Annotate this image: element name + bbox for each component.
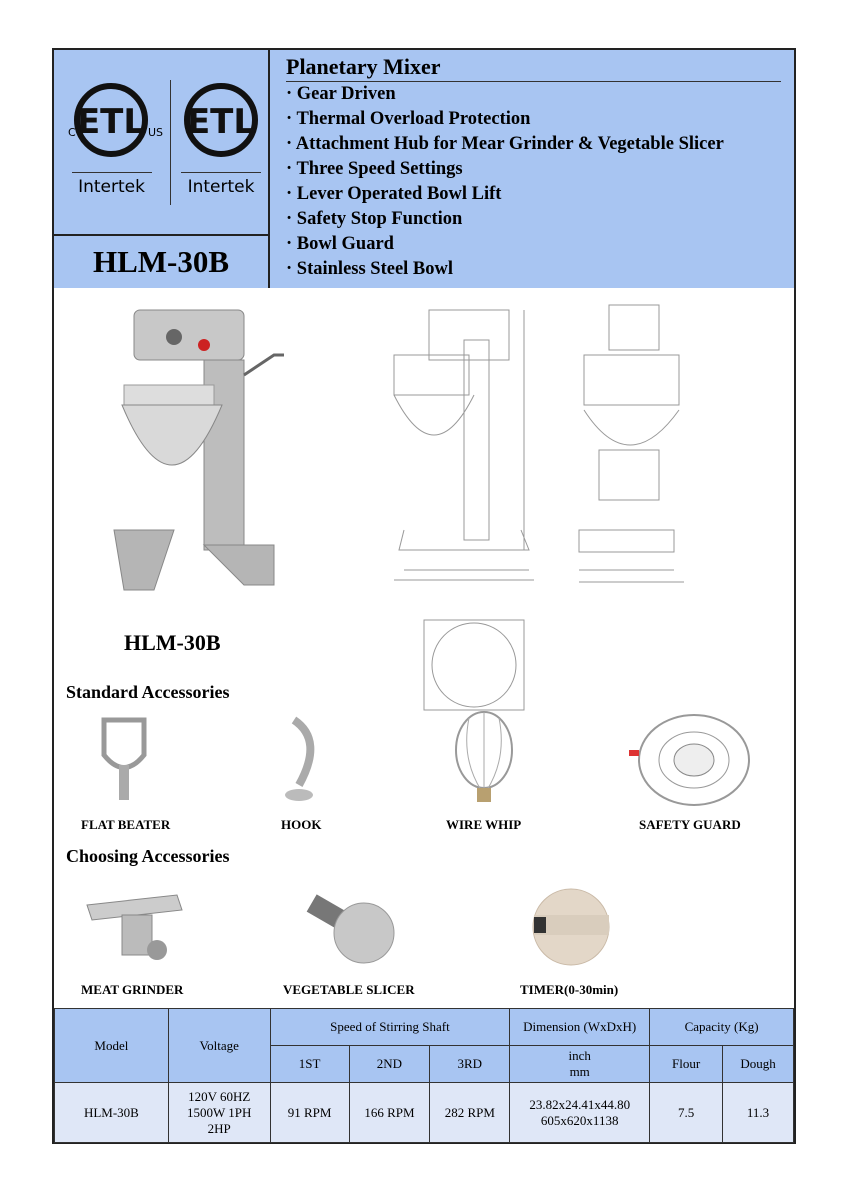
cell-voltage <box>168 1083 270 1143</box>
intertek-label: Intertek <box>181 172 261 197</box>
unit-mm: mm <box>569 1064 590 1079</box>
safety-guard-image <box>624 710 754 810</box>
accessory-label: VEGETABLE SLICER <box>283 982 415 997</box>
vegetable-slicer-image <box>289 878 399 973</box>
accessory-label: TIMER(0-30min) <box>520 982 619 997</box>
etl-sanitation-logo <box>176 78 266 197</box>
header-speed: Speed of Stirring Shaft <box>270 1009 510 1046</box>
header-dim-units <box>510 1046 650 1083</box>
cell-model: HLM-30B <box>55 1083 169 1143</box>
cell-dimension <box>510 1083 650 1143</box>
product-title: Planetary Mixer <box>286 54 781 82</box>
accessory-label: FLAT BEATER <box>81 817 171 832</box>
accessory-label: MEAT GRINDER <box>81 982 184 997</box>
svg-text:US: US <box>148 126 164 139</box>
mixer-photo <box>94 305 294 620</box>
product-caption: HLM-30B <box>124 630 221 655</box>
header-voltage: Voltage <box>168 1009 270 1083</box>
header-speed-1: 1ST <box>270 1046 349 1083</box>
feature-item: · Attachment Hub for Mear Grinder & Vegetable Slicer <box>286 134 724 154</box>
cell-dough: 11.3 <box>723 1083 794 1143</box>
header-capacity: Capacity (Kg) <box>650 1009 794 1046</box>
cell-speed-2: 166 RPM <box>349 1083 430 1143</box>
accessory-label: HOOK <box>281 817 322 832</box>
feature-item: · Lever Operated Bowl Lift <box>286 184 502 204</box>
cell-speed-1: 91 RPM <box>270 1083 349 1143</box>
cell-speed-3: 282 RPM <box>430 1083 510 1143</box>
svg-text:C: C <box>68 126 76 139</box>
header-model: Model <box>55 1009 169 1083</box>
spec-sheet <box>52 48 796 1144</box>
unit-inch: inch <box>568 1048 591 1063</box>
feature-list <box>286 54 781 282</box>
header-speed-3: 3RD <box>430 1046 510 1083</box>
header-speed-2: 2ND <box>349 1046 430 1083</box>
feature-item: · Three Speed Settings <box>286 159 463 179</box>
dimension-inch: 23.82x24.41x44.80 <box>529 1096 631 1112</box>
feature-item: · Stainless Steel Bowl <box>286 259 454 279</box>
standard-accessories-title: Standard Accessories <box>66 682 230 702</box>
accessory-label: WIRE WHIP <box>446 817 522 832</box>
model-name: HLM-30B <box>54 236 270 288</box>
header-dough: Dough <box>723 1046 794 1083</box>
header-dimension: Dimension (WxDxH) <box>510 1009 650 1046</box>
etl-listed-logo <box>64 78 164 197</box>
certification-logos <box>54 50 270 236</box>
svg-text:ETL: ETL <box>186 102 256 142</box>
choosing-accessories-title: Choosing Accessories <box>66 846 230 866</box>
spec-table <box>54 1008 794 1143</box>
header-band <box>54 50 794 288</box>
dimension-drawings <box>384 300 704 690</box>
feature-item: · Gear Driven <box>286 84 396 104</box>
meat-grinder-image <box>82 885 192 975</box>
header-flour: Flour <box>650 1046 723 1083</box>
hp-line: 2HP <box>207 1120 231 1136</box>
feature-item: · Safety Stop Function <box>286 209 463 229</box>
intertek-label: Intertek <box>72 172 152 197</box>
cell-flour: 7.5 <box>650 1083 723 1143</box>
accessory-label: SAFETY GUARD <box>639 817 741 832</box>
feature-item: · Bowl Guard <box>286 234 394 254</box>
dimension-mm: 605x620x1138 <box>540 1112 619 1128</box>
feature-item: · Thermal Overload Protection <box>286 109 531 129</box>
voltage-line: 120V 60HZ <box>188 1088 251 1104</box>
hook-image <box>279 715 329 805</box>
power-line: 1500W 1PH <box>187 1104 252 1120</box>
flat-beater-image <box>99 715 149 805</box>
svg-text:ETL: ETL <box>76 102 146 142</box>
timer-image <box>529 885 619 970</box>
wire-whip-image <box>449 710 519 805</box>
table-row <box>55 1083 794 1143</box>
